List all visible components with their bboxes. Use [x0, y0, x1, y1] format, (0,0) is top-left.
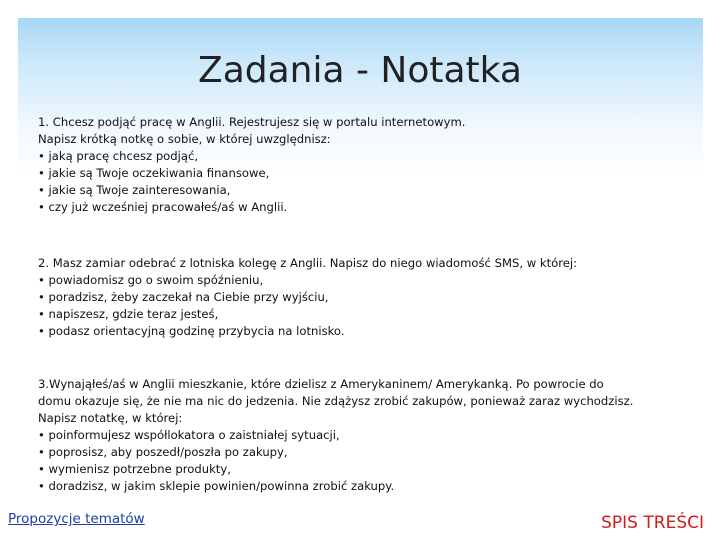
task-3-line: • doradzisz, w jakim sklepie powinien/powinna zrobić zakupy.	[38, 479, 395, 493]
task-3-line: • poprosisz, aby poszedł/poszła po zakupy,	[38, 445, 288, 459]
task-3-line: Napisz notatkę, w której:	[38, 411, 183, 425]
task-2-line: • podasz orientacyjną godzinę przybycia na lotnisko.	[38, 324, 345, 338]
task-1-line: • czy już wcześniej pracowałeś/aś w Anglii.	[38, 200, 288, 214]
task-1-line: • jaką pracę chcesz podjąć,	[38, 149, 199, 163]
task-2-line: • poradzisz, żeby zaczekał na Ciebie przy wyjściu,	[38, 290, 329, 304]
task-2-line: 2. Masz zamiar odebrać z lotniska kolegę z Anglii. Napisz do niego wiadomość SMS, w której:	[38, 256, 577, 270]
task-2-line: • powiadomisz go o swoim spóźnieniu,	[38, 273, 264, 287]
task-1-line: 1. Chcesz podjąć pracę w Anglii. Rejestrujesz się w portalu internetowym.	[38, 115, 466, 129]
table-of-contents-button[interactable]: SPIS TREŚCI	[601, 513, 704, 533]
task-2-line: • napiszesz, gdzie teraz jesteś,	[38, 307, 219, 321]
task-3	[38, 376, 698, 495]
task-3-line: • poinformujesz współlokatora o zaistniałej sytuacji,	[38, 428, 340, 442]
task-1-line: Napisz krótką notkę o sobie, w której uwzględnisz:	[38, 132, 331, 146]
task-3-line: 3.Wynająłeś/aś w Anglii mieszkanie, które dzielisz z Amerykaninem/ Amerykanką. Po powrocie do	[38, 377, 604, 391]
task-1-line: • jakie są Twoje oczekiwania finansowe,	[38, 166, 270, 180]
task-3-line: • wymienisz potrzebne produkty,	[38, 462, 231, 476]
task-3-line: domu okazuje się, że nie ma nic do jedzenia. Nie zdążysz zrobić zakupów, ponieważ zaraz wychodzisz.	[38, 394, 634, 408]
task-1	[38, 114, 698, 216]
task-1-line: • jakie są Twoje zainteresowania,	[38, 183, 231, 197]
slide-title: Zadania - Notatka	[198, 50, 522, 91]
task-2	[38, 255, 698, 340]
topics-link[interactable]: Propozycje tematów	[8, 511, 145, 527]
